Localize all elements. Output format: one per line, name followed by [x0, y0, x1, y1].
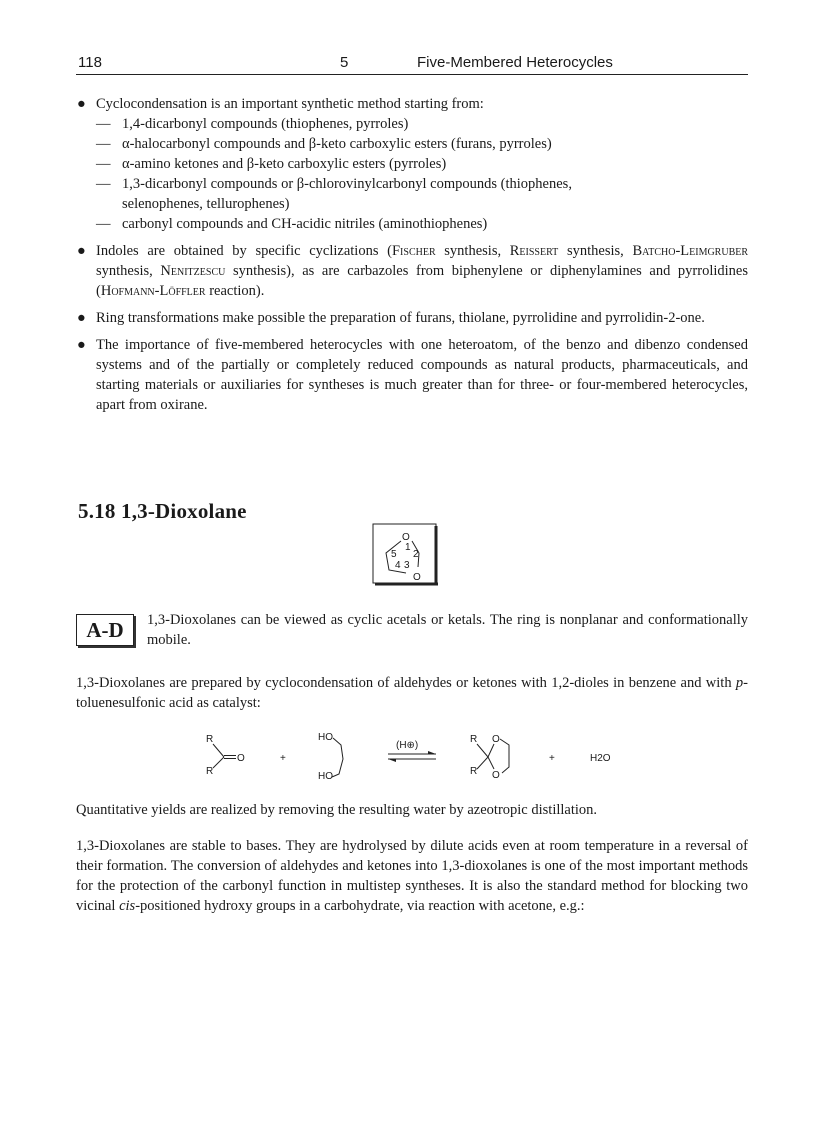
intro-paragraph: 1,3-Dioxolanes can be viewed as cyclic acetals or ketals. The ring is nonplanar and conformationally mobile. — [147, 612, 748, 648]
product-r-bottom: R — [470, 766, 478, 777]
ring-oxygen-bottom: O — [413, 572, 421, 583]
prep-italic-p: p — [735, 675, 744, 691]
bullet-text: synthesis), as are carbazoles from biphenylene or diphenylamines and pyrrolidines ( — [96, 263, 748, 299]
dash-icon: — — [96, 216, 111, 232]
dash-icon: — — [96, 136, 111, 152]
chapter-title: Five-Membered Heterocycles — [417, 54, 613, 71]
bullet-text: synthesis, — [435, 243, 510, 259]
name-reissert: Reissert — [509, 243, 559, 259]
reaction-scheme-icon — [200, 726, 640, 788]
plus-sign: + — [280, 753, 286, 764]
quantitative-yields-paragraph: Quantitative yields are realized by removing the resulting water by azeotropic distillation. — [76, 802, 598, 818]
running-header — [76, 54, 748, 75]
diol-ho-bottom: HO — [318, 771, 333, 782]
catalyst-label: (H⊕) — [396, 740, 419, 751]
prep-text: -toluenesulfonic acid as catalyst: — [76, 675, 748, 711]
sub-text: 1,4-dicarbonyl compounds (thiophenes, pyrroles) — [122, 116, 409, 132]
name-hofmann-loffler: Hofmann-Löffler — [100, 283, 206, 299]
dioxolane-structure — [372, 523, 441, 587]
name-fischer: Fischer — [391, 243, 436, 259]
stability-paragraph — [76, 836, 748, 916]
sub-item — [96, 134, 748, 154]
stability-italic-cis: cis — [119, 898, 136, 914]
stability-text: 1,3-Dioxolanes are stable to bases. They are hydrolysed by dilute acids even at room temperature in a reversal of their formation. The conversion of aldehydes and ketones into 1,3-dioxolanes is one of the most important methods for the protection of the carbonyl function in multistep syntheses. It is also the standard method for blocking two vicinal — [76, 838, 748, 914]
bullet-indoles — [76, 241, 748, 301]
plus-sign: + — [549, 753, 555, 764]
product-r-top: R — [470, 734, 478, 745]
dash-icon: — — [96, 116, 111, 132]
water-label: H2O — [590, 753, 611, 764]
sub-text: α-halocarbonyl compounds and β-keto carboxylic esters (furans, pyrroles) — [122, 136, 552, 152]
ad-badge: A-D — [76, 614, 134, 646]
ring-number-5: 5 — [391, 549, 397, 560]
dash-icon: — — [96, 176, 111, 192]
dioxolane-ring-icon — [372, 523, 441, 587]
name-batcho-leimgruber: Batcho-Leimgruber — [632, 243, 749, 259]
sub-item — [96, 114, 748, 134]
bullet-dot-icon: ● — [77, 243, 86, 259]
name-nenitzescu: Nenitzescu — [160, 263, 226, 279]
bullet-text: synthesis, — [558, 243, 633, 259]
product-oxygen-top: O — [492, 734, 500, 745]
ring-number-2: 2 — [413, 549, 419, 560]
prep-text: 1,3-Dioxolanes are prepared by cyclocondensation of aldehydes or ketones with 1,2-dioles in benzene and with — [76, 675, 736, 691]
preparation-paragraph — [76, 673, 748, 713]
ring-number-4: 4 — [395, 560, 401, 571]
sub-text-continued: selenophenes, tellurophenes) — [122, 196, 290, 212]
bullet-dot-icon: ● — [77, 337, 86, 353]
stability-text: -positioned hydroxy groups in a carbohydrate, via reaction with acetone, e.g.: — [135, 898, 585, 914]
bullet-text: Ring transformations make possible the preparation of furans, thiolane, pyrrolidine and pyrrolidin-2-one. — [96, 310, 705, 326]
sub-text: 1,3-dicarbonyl compounds or β-chlorovinylcarbonyl compounds (thiophenes, — [122, 176, 572, 192]
reactant-oxygen: O — [237, 753, 245, 764]
ring-oxygen-top: O — [402, 532, 410, 543]
bullet-dot-icon: ● — [77, 96, 86, 112]
ring-number-3: 3 — [404, 560, 410, 571]
diol-ho-top: HO — [318, 732, 333, 743]
bullet-text: The importance of five-membered heterocycles with one heteroatom, of the benzo and dibenzo condensed systems and of the partially or completely reduced compounds as natural products, pharmaceuticals, and starting materials or auxiliaries for syntheses is much greater than for three- or four-membered heterocycles, apart from oxirane. — [96, 337, 748, 413]
page-number: 118 — [78, 54, 102, 71]
ring-number-1: 1 — [405, 542, 411, 553]
dioxolane-formation-reaction — [200, 726, 640, 788]
chapter-number: 5 — [340, 54, 349, 71]
dash-icon: — — [96, 156, 111, 172]
sub-text: α-amino ketones and β-keto carboxylic esters (pyrroles) — [122, 156, 447, 172]
bullet-text: Indoles are obtained by specific cyclizations ( — [96, 243, 392, 259]
product-oxygen-bottom: O — [492, 770, 500, 781]
summary-bullets — [76, 94, 748, 422]
reactant-r-top: R — [206, 734, 214, 745]
bullet-text: Cyclocondensation is an important synthetic method starting from: — [96, 96, 484, 112]
reactant-r-bottom: R — [206, 766, 214, 777]
bullet-ring-transformations — [76, 308, 748, 328]
bullet-text: reaction). — [205, 283, 265, 299]
bullet-cyclocondensation — [76, 94, 748, 234]
bullet-importance — [76, 335, 748, 415]
sub-text: carbonyl compounds and CH-acidic nitriles (aminothiophenes) — [122, 216, 488, 232]
sub-item — [96, 174, 748, 214]
bullet-text: synthesis, — [96, 263, 161, 279]
sub-item — [96, 214, 748, 234]
sub-item — [96, 154, 748, 174]
bullet-dot-icon: ● — [77, 310, 86, 326]
section-title: 5.18 1,3-Dioxolane — [78, 499, 247, 523]
